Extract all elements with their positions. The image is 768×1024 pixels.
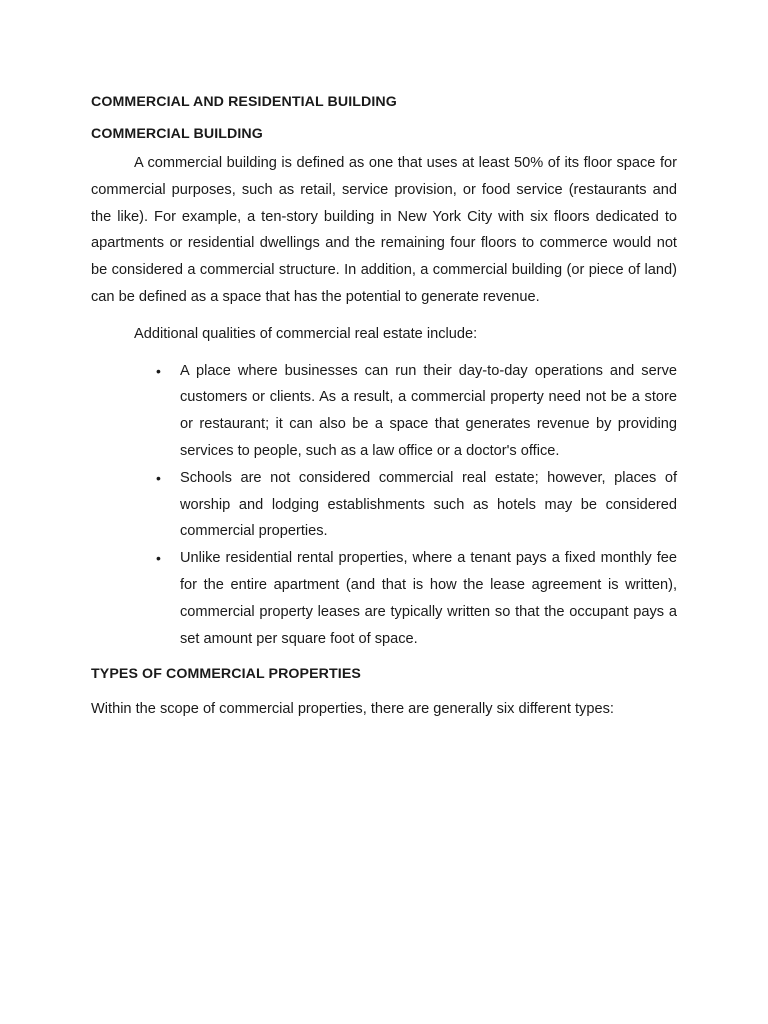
bullet-icon: • bbox=[156, 550, 161, 567]
list-item-text: Unlike residential rental properties, where a tenant pays a fixed monthly fee for the entire apartment (and that is how the lease agreement is written), commercial property leases are typically written so that the occupant pays a set amount per square foot of space. bbox=[180, 550, 677, 647]
section-heading-types: TYPES OF COMMERCIAL PROPERTIES bbox=[91, 666, 361, 683]
commercial-building-paragraph: A commercial building is defined as one that uses at least 50% of its floor space for commercial purposes, such as retail, service provision, or food service (restaurants and the like). For example, a ten-story building in New York City with six floors dedicated to apartments or residential dwellings and the remaining four floors to commerce would not be considered a commercial structure. In addition, a commercial building (or piece of land) can be defined as a space that has the potential to generate revenue. bbox=[91, 155, 677, 305]
list-item bbox=[91, 545, 677, 652]
list-item-text: A place where businesses can run their day-to-day operations and serve customers or clients. As a result, a commercial property need not be a store or restaurant; it can also be a space that generates revenue by providing services to people, such as a law office or a doctor's office. bbox=[180, 362, 677, 459]
types-intro-paragraph: Within the scope of commercial properties, there are generally six different types: bbox=[91, 701, 614, 718]
section-heading-commercial-building: COMMERCIAL BUILDING bbox=[91, 126, 263, 142]
document-body bbox=[91, 92, 677, 723]
bullet-icon: • bbox=[156, 362, 161, 379]
list-item bbox=[91, 358, 677, 465]
list-item bbox=[91, 465, 677, 545]
list-item-text: Schools are not considered commercial real estate; however, places of worship and lodging establishments such as hotels may be considered commercial properties. bbox=[180, 469, 677, 540]
bullet-icon: • bbox=[156, 469, 161, 486]
additional-qualities-intro: Additional qualities of commercial real estate include: bbox=[134, 325, 478, 342]
qualities-bullet-list bbox=[91, 358, 677, 653]
document-title: COMMERCIAL AND RESIDENTIAL BUILDING bbox=[91, 94, 397, 110]
